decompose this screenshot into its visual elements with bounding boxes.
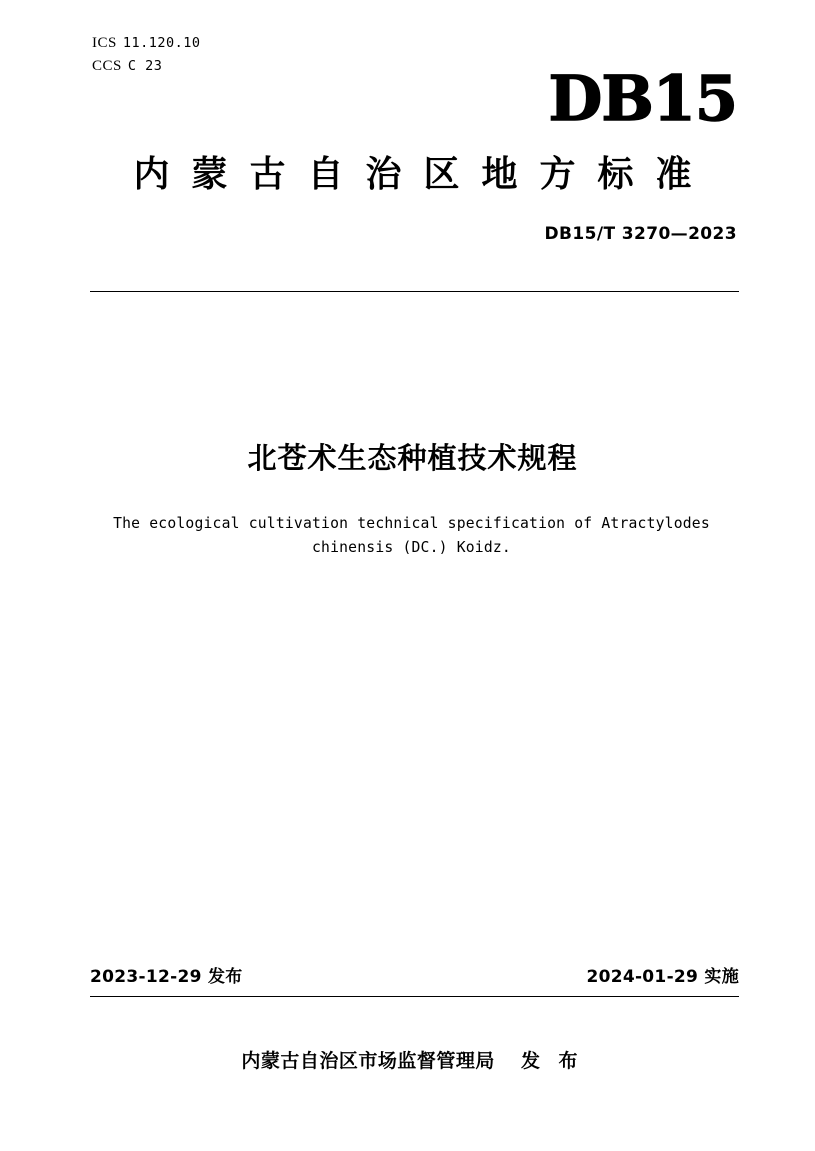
effective-date: 2024-01-29 实施 [586,967,739,987]
organization-title: 内蒙古自治区地方标准 [133,154,714,195]
footer-divider [90,996,739,997]
issuer-name: 内蒙古自治区市场监督管理局 [241,1050,495,1072]
ics-value: 11.120.10 [122,35,201,51]
ccs-value: C 23 [127,57,163,74]
ccs-code-line [92,55,201,78]
ccs-label: CCS [92,57,122,74]
db15-logo: DB15 [548,62,737,135]
dates-row [90,962,739,987]
ics-label: ICS [92,35,117,51]
issuer-line [88,1046,737,1073]
document-title-english-line2: chinensis (DC.) Koidz. [312,539,511,557]
classification-codes [92,32,201,77]
ics-code-line [92,32,201,55]
document-title-chinese: 北苍术生态种植技术规程 [247,441,578,475]
header-divider [90,291,739,292]
standard-number: DB15/T 3270—2023 [544,224,737,244]
document-title-english [104,512,719,561]
issue-date: 2023-12-29 发布 [90,967,243,987]
issuer-action: 发 布 [520,1050,584,1072]
document-title-english-line1: The ecological cultivation technical specification of Atractylodes [113,515,710,532]
